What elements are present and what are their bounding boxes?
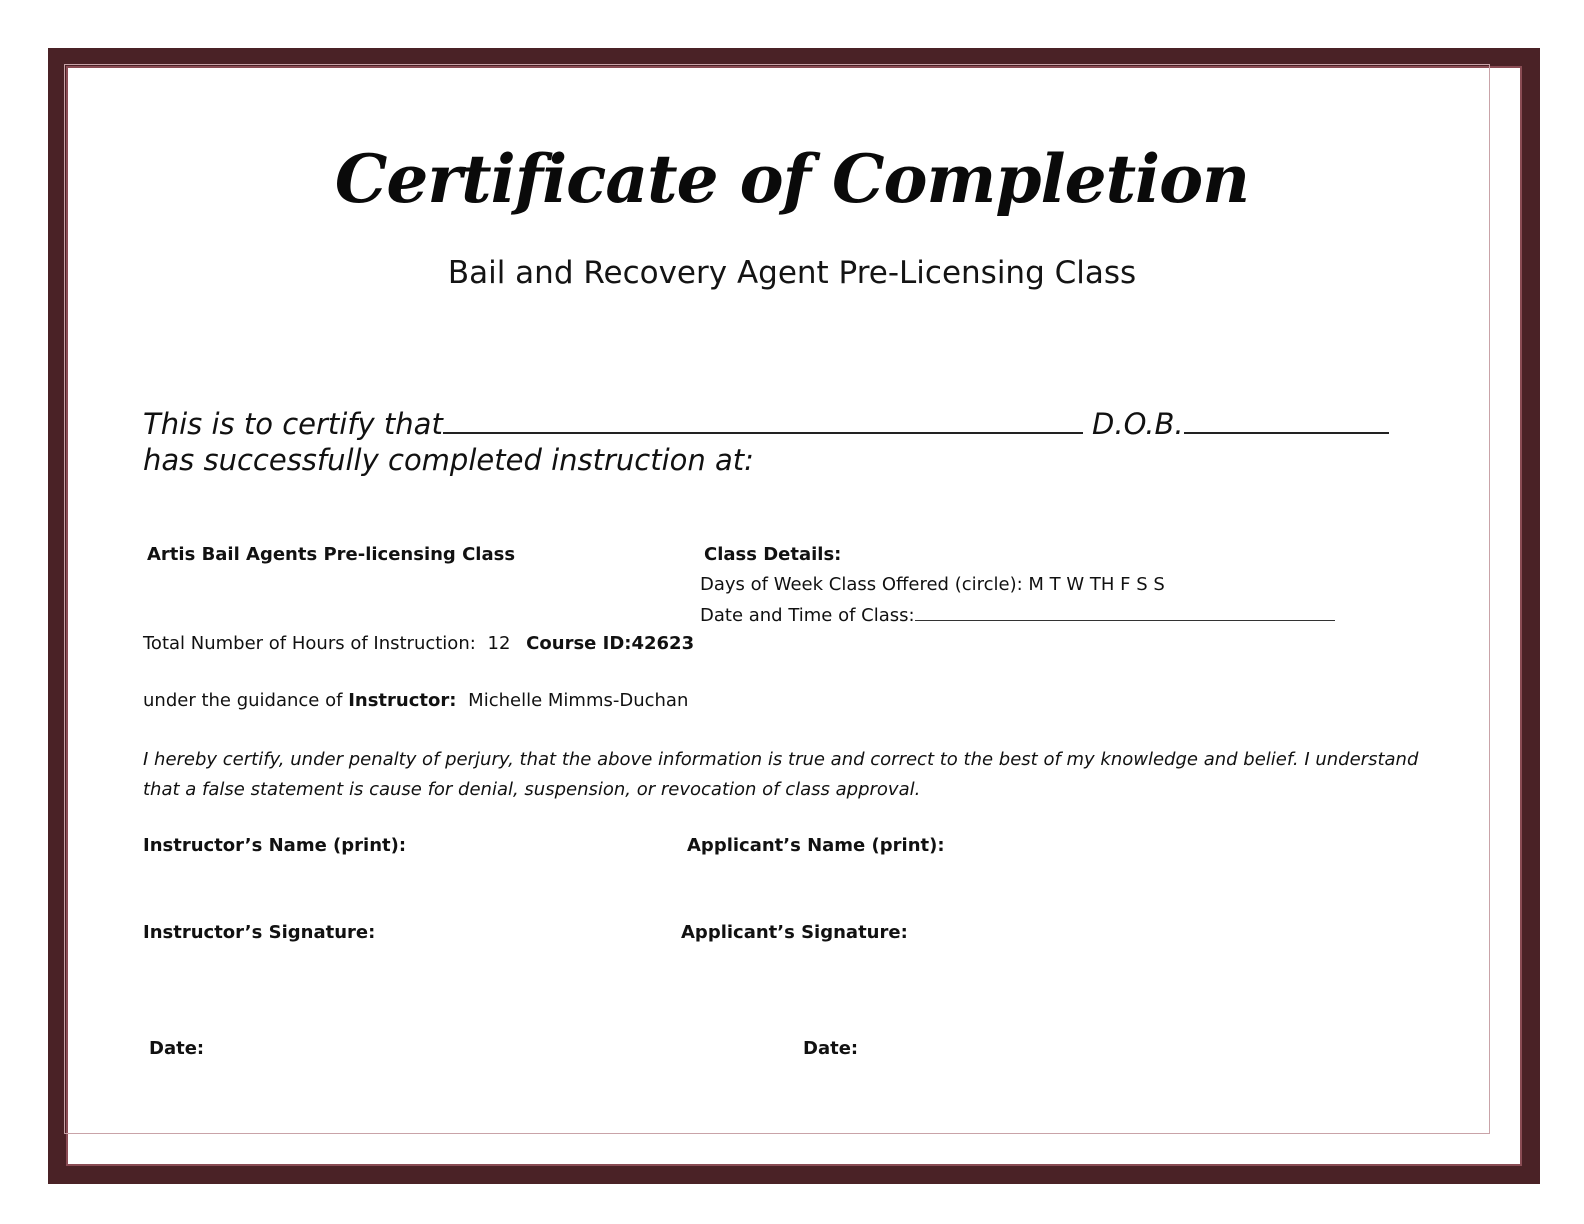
instructor-label: Instructor:: [348, 690, 457, 711]
dob-label: D.O.B.: [1092, 407, 1184, 441]
applicant-name-print-label: Applicant’s Name (print):: [687, 835, 945, 856]
applicant-date-label: Date:: [803, 1038, 859, 1059]
attestation-text: I hereby certify, under penalty of perjury, that the above information is true and correct to the best of my knowledge and belief. I understand that a false statement is cause for denial, suspension, or revocation of class approval.: [143, 749, 1419, 800]
instructor-name: Michelle Mimms-Duchan: [468, 690, 689, 711]
date-time-field[interactable]: [915, 604, 1335, 621]
hours-label: Total Number of Hours of Instruction:: [143, 633, 476, 654]
course-id-value: 42623: [631, 633, 695, 654]
certify-line: [143, 404, 1389, 441]
instructor-date-label: Date:: [149, 1038, 205, 1059]
applicant-signature-label: Applicant’s Signature:: [681, 922, 908, 943]
instructor-signature-label: Instructor’s Signature:: [143, 922, 376, 943]
date-time-line: [700, 604, 1335, 626]
instructor-line: [143, 690, 688, 711]
completed-text: has successfully completed instruction at:: [143, 443, 754, 477]
days-offered-label: Days of Week Class Offered (circle):: [700, 574, 1023, 595]
instructor-name-print-label: Instructor’s Name (print):: [143, 835, 407, 856]
days-offered-line: [700, 574, 1165, 595]
course-id-label: Course ID:: [526, 633, 632, 654]
days-of-week[interactable]: M T W TH F S S: [1028, 574, 1165, 595]
school-name: Artis Bail Agents Pre-licensing Class: [147, 544, 516, 565]
hours-value: 12: [487, 633, 511, 654]
guidance-text: under the guidance of: [143, 690, 343, 711]
class-details-heading: Class Details:: [704, 544, 842, 565]
certify-prefix: This is to certify that: [143, 407, 443, 441]
date-time-label: Date and Time of Class:: [700, 605, 915, 626]
recipient-name-field[interactable]: [443, 404, 1083, 434]
certificate-title: Certificate of Completion: [334, 140, 1250, 218]
dob-field[interactable]: [1184, 404, 1389, 434]
certificate-subtitle: Bail and Recovery Agent Pre-Licensing Class: [447, 255, 1137, 291]
hours-line: [143, 633, 694, 654]
